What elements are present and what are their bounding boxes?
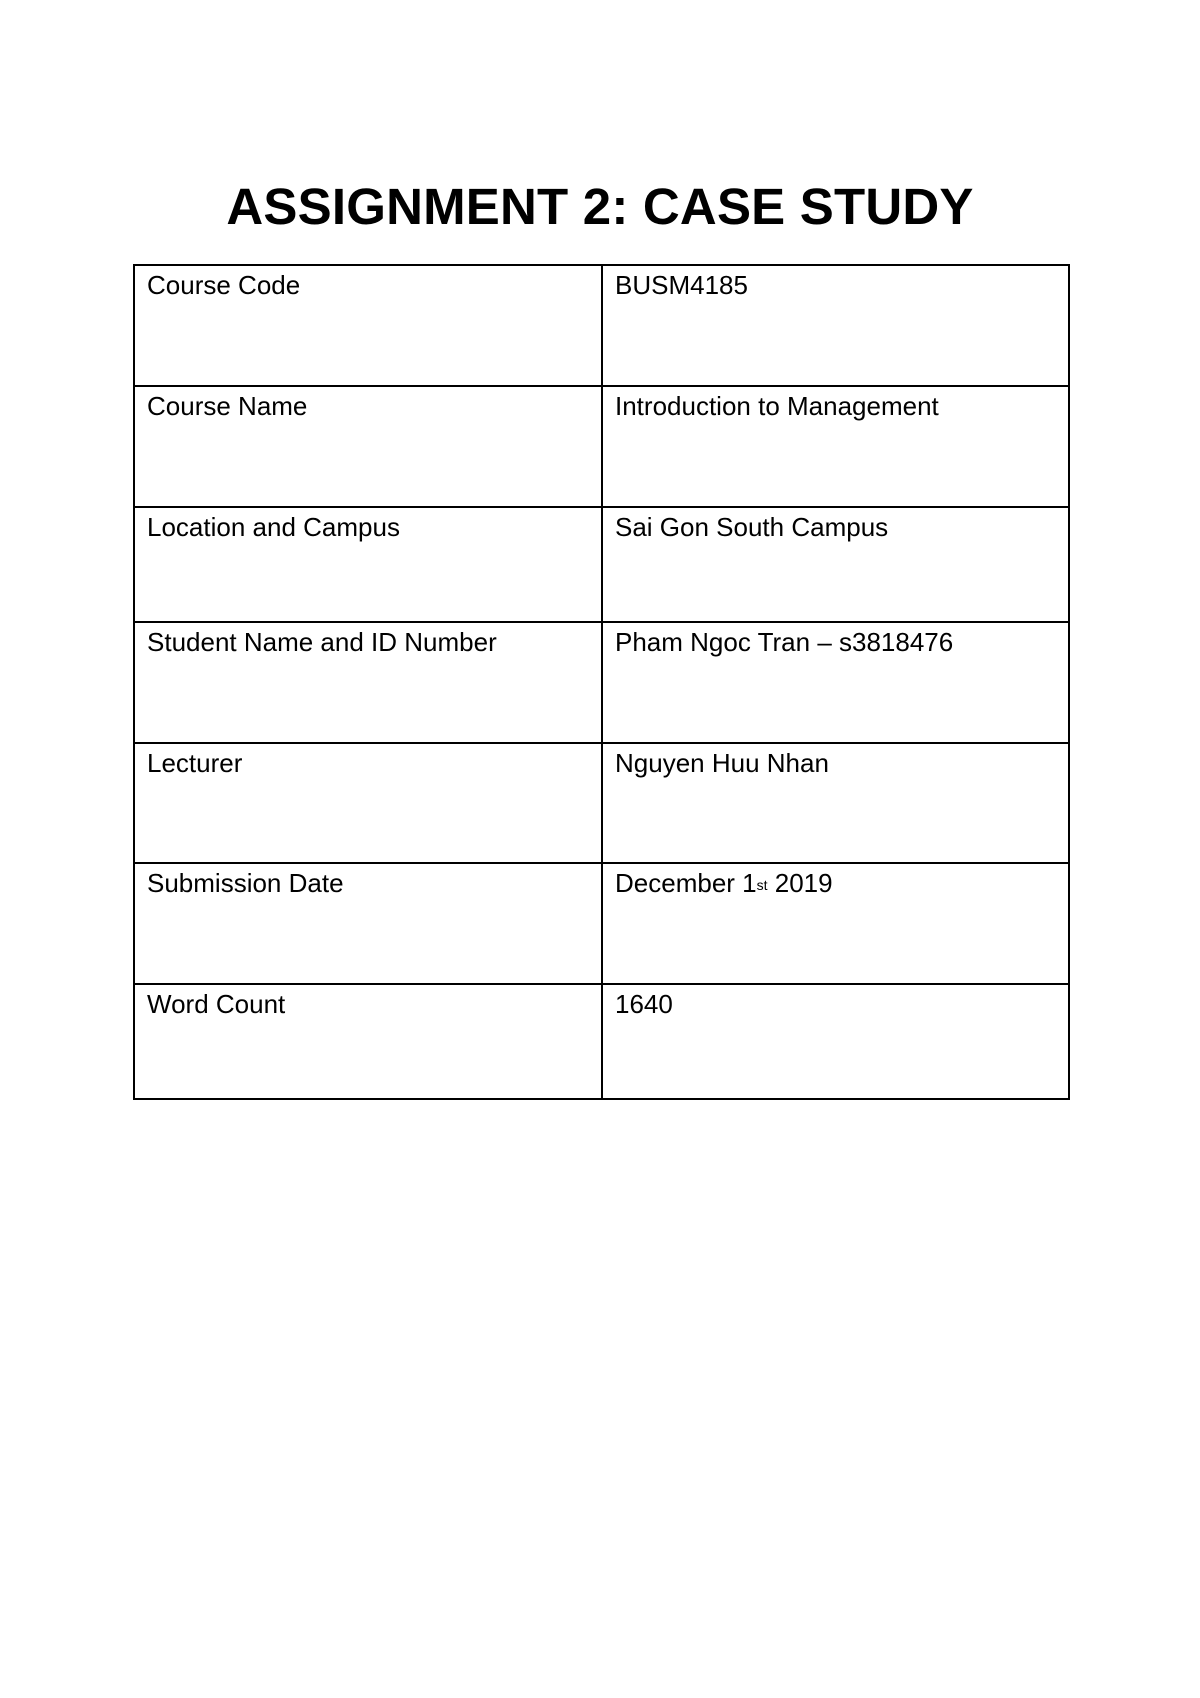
word-count-label: Word Count [134, 984, 602, 1099]
submission-date-year: 2019 [767, 868, 833, 898]
course-name-label: Course Name [134, 386, 602, 507]
location-campus-value: Sai Gon South Campus [602, 507, 1069, 622]
page-title: ASSIGNMENT 2: CASE STUDY [226, 178, 974, 236]
table-row-course-name [134, 386, 1069, 507]
submission-date-main: December 1 [615, 868, 757, 898]
course-name-value: Introduction to Management [602, 386, 1069, 507]
submission-date-value [602, 863, 1069, 984]
lecturer-label: Lecturer [134, 743, 602, 863]
word-count-value: 1640 [602, 984, 1069, 1099]
table-row-student [134, 622, 1069, 743]
student-name-id-label: Student Name and ID Number [134, 622, 602, 743]
student-name-id-value: Pham Ngoc Tran – s3818476 [602, 622, 1069, 743]
submission-date-label: Submission Date [134, 863, 602, 984]
table-row-lecturer [134, 743, 1069, 863]
location-campus-label: Location and Campus [134, 507, 602, 622]
table-row-course-code [134, 265, 1069, 386]
cover-info-table [133, 264, 1070, 1100]
table-row-submission-date [134, 863, 1069, 984]
course-code-value: BUSM4185 [602, 265, 1069, 386]
table-row-location-campus [134, 507, 1069, 622]
table-row-word-count [134, 984, 1069, 1099]
submission-date-ordinal: st [756, 877, 768, 893]
lecturer-value: Nguyen Huu Nhan [602, 743, 1069, 863]
course-code-label: Course Code [134, 265, 602, 386]
